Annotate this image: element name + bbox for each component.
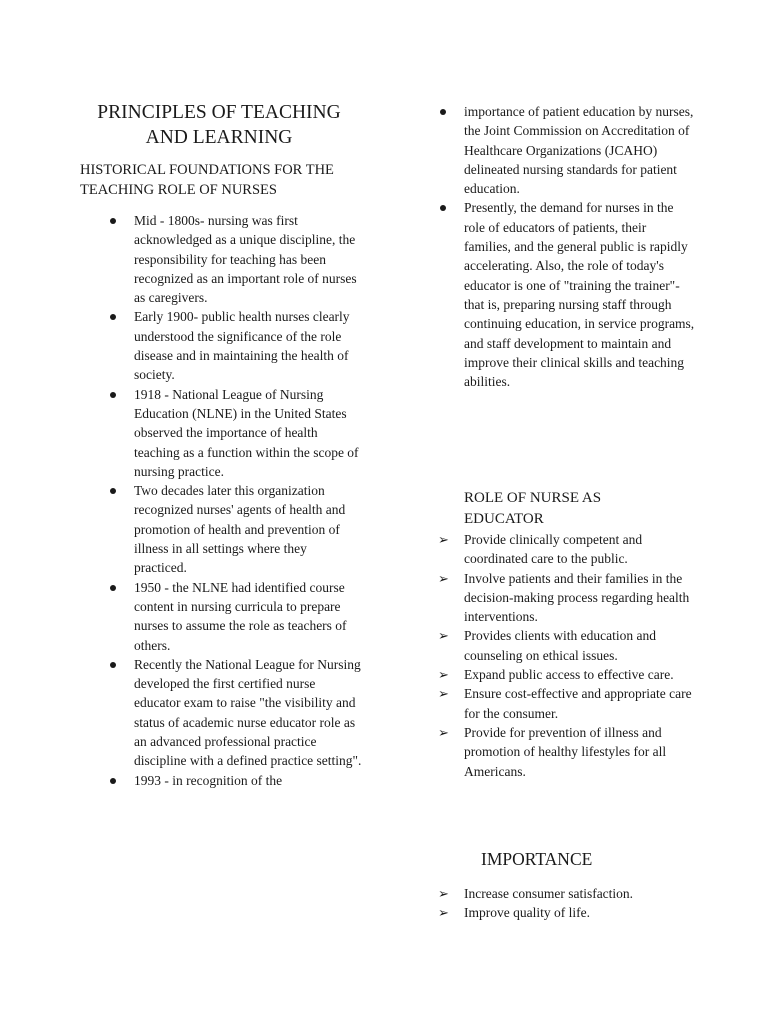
list-item: 1950 - the NLNE had identified course content in nursing curricula to prepare nurses to assume the role as teachers of others. (80, 578, 362, 655)
history-list-continued (436, 102, 696, 391)
arrow-bullet-icon: ➢ (438, 628, 449, 644)
bullet-icon (110, 392, 116, 398)
history-list (80, 211, 362, 790)
role-heading: ROLE OF NURSE AS EDUCATOR (464, 490, 602, 527)
importance-heading: IMPORTANCE (481, 849, 593, 869)
list-item: Two decades later this organization recognized nurses' agents of health and promotion of health and prevention of illness in all settings where they practiced. (80, 481, 362, 577)
list-item: 1918 - National League of Nursing Education (NLNE) in the United States observed the importance of health teaching as a function within the scope of nursing practice. (80, 385, 362, 481)
list-item: ➢ Ensure cost-effective and appropriate care for the consumer. (438, 686, 692, 721)
list-item: ➢ Involve patients and their families in the decision-making process regarding health interventions. (438, 570, 690, 625)
arrow-bullet-icon: ➢ (438, 724, 449, 740)
list-item: ➢ Expand public access to effective care. (438, 667, 674, 683)
list-item: ➢ Increase consumer satisfaction. (438, 886, 634, 901)
arrow-bullet-icon: ➢ (438, 570, 449, 586)
list-item: Early 1900- public health nurses clearly understood the significance of the role disease and in maintaining the health of society. (80, 307, 362, 384)
arrow-bullet-icon: ➢ (438, 686, 449, 702)
bullet-icon (110, 488, 116, 494)
section-subtitle: HISTORICAL FOUNDATIONS FOR THE TEACHING ROLE OF NURSES (80, 162, 334, 198)
role-list (436, 530, 698, 781)
list-item: ➢ Provide for prevention of illness and promotion of healthy lifestyles for all Americans. (438, 724, 667, 779)
bullet-icon (110, 662, 116, 668)
bullet-icon (110, 778, 116, 784)
arrow-bullet-icon: ➢ (438, 886, 449, 901)
bullet-icon (110, 218, 116, 224)
list-item: Recently the National League for Nursing developed the first certified nurse educator exam to raise "the visibility and status of academic nurse educator role as an advanced professional practice discipline with a defined practice setting". (80, 655, 362, 771)
bullet-icon (110, 314, 116, 320)
list-item: Mid - 1800s- nursing was first acknowledged as a unique discipline, the responsibility for teaching has been recognized as an important role of nurses as caregivers. (80, 211, 362, 307)
bullet-icon (440, 109, 446, 115)
arrow-bullet-icon: ➢ (438, 667, 449, 683)
arrow-bullet-icon: ➢ (438, 532, 449, 547)
bullet-icon (110, 585, 116, 591)
list-item: Presently, the demand for nurses in the role of educators of patients, their families, and the general public is rapidly accelerating. Also, the role of today's educator is one of "training the trainer"- that is, preparing nursing staff through continuing education, in service programs, and staff development to maintain and improve their clinical skills and teaching abilities. (436, 198, 696, 391)
list-item: importance of patient education by nurses, the Joint Commission on Accreditation of Healthcare Organizations (JCAHO) delineated nursing standards for patient education. (436, 102, 696, 198)
list-item: ➢ Improve quality of life. (438, 905, 590, 921)
importance-list (436, 884, 698, 923)
bullet-icon (440, 205, 446, 211)
document-title: PRINCIPLES OF TEACHING AND LEARNING (97, 102, 341, 148)
arrow-bullet-icon: ➢ (438, 905, 449, 921)
list-item: ➢ Provides clients with education and counseling on ethical issues. (438, 628, 656, 663)
list-item: ➢ Provide clinically competent and coordinated care to the public. (438, 532, 643, 567)
list-item: 1993 - in recognition of the (80, 771, 362, 790)
